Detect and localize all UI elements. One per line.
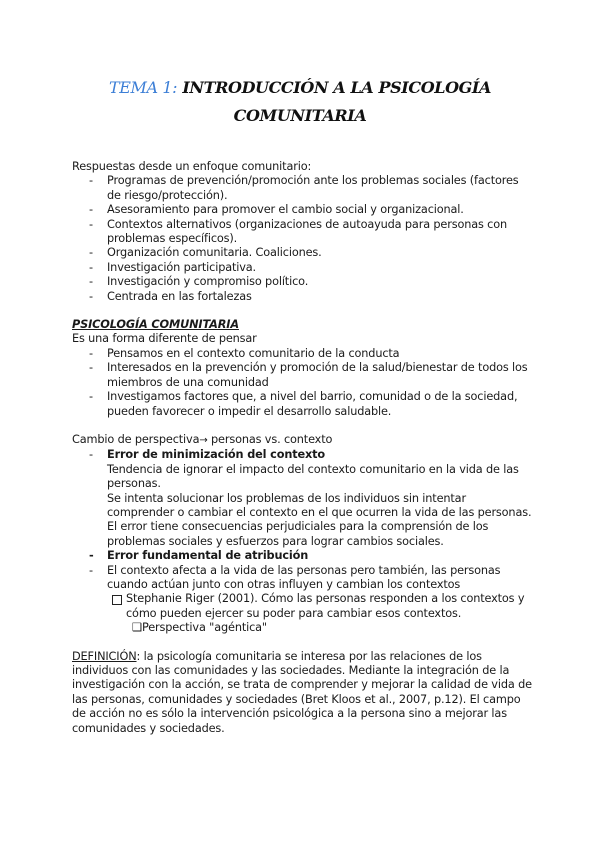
document-body [72,160,532,736]
item1-title: Error de minimización del contexto [107,448,325,462]
subsub-item-text: Perspectiva "agéntica" [141,621,267,635]
sub-item: Stephanie Riger (2001). Cómo las personas responden a los contextos y cómo pueden ejercer su poder para cambiar esos contextos. [72,592,532,621]
list-item: - Investigación participativa. [89,261,532,275]
list-item: - Contextos alternativos (organizaciones de autoayuda para personas con problemas específicos). [89,218,532,247]
checkbox-icon [112,595,122,605]
section2-heading: PSICOLOGÍA COMUNITARIA [72,318,239,332]
list-item: - Error fundamental de atribución [89,549,532,563]
section2-list [72,347,532,419]
list-item: - Organización comunitaria. Coaliciones. [89,246,532,260]
title-main-line1: INTRODUCCIÓN A LA PSICOLOGÍA [182,78,491,97]
list-item: - Investigación y compromiso político. [89,275,532,289]
title-tema: TEMA 1: [108,78,178,97]
list-item: - Programas de prevención/promoción ante los problemas sociales (factores de riesgo/protección). [89,174,532,203]
section3-intro [72,433,532,448]
item1-text: Tendencia de ignorar el impacto del contexto comunitario en la vida de las personas. Se intenta solucionar los problemas de los individuos sin intentar comprender o cambiar el contexto en el que ocurren la vida de las personas. El error tiene consecuencias perjudiciales para la comprensión de los problemas sociales y esfuerzos para lograr cambios sociales. [107,462,532,548]
list-item [89,448,532,549]
definition-text: : la psicología comunitaria se interesa por las relaciones de los individuos con las comunidades y las sociedades. Mediante la integración de la investigación con la acción, se trata de comprender y mejorar la calidad de vida de las personas, comunidades y sociedades (Bret Kloos et al., 2007, p.12). El campo de acción no es sólo la intervención psicológica a la persona sino a mejorar las comunidades y sociedades. [72,649,532,735]
arrow-icon: → [199,434,208,446]
list-item: - Asesoramiento para promover el cambio social y organizacional. [89,203,532,217]
checkbox-shadow-icon: ❑ [132,621,142,635]
section1-intro: Respuestas desde un enfoque comunitario: [72,160,312,173]
list-item: - El contexto afecta a la vida de las personas pero también, las personas cuando actúan junto con otras influyen y cambian los contextos [89,564,532,593]
section2-intro: Es una forma diferente de pensar [72,332,257,346]
section1-list [72,174,532,304]
title-main-line2: COMUNITARIA [233,106,367,125]
list-item: - Investigamos factores que, a nivel del barrio, comunidad o de la sociedad, pueden favorecer o impedir el desarrollo saludable. [89,390,532,419]
section3-list [72,448,532,592]
subsub-item [72,621,532,635]
section3-intro-b: personas vs. contexto [207,432,333,446]
page-title [0,74,600,130]
list-item: - Interesados en la prevención y promoción de la salud/bienestar de todos los miembros de una comunidad [89,361,532,390]
list-item: - Pensamos en el contexto comunitario de la conducta [89,347,532,361]
definition-label: DEFINICIÓN [72,649,137,663]
section3-intro-a: Cambio de perspectiva [72,432,200,446]
definition-paragraph [72,650,532,736]
list-item: - Centrada en las fortalezas [89,290,532,304]
